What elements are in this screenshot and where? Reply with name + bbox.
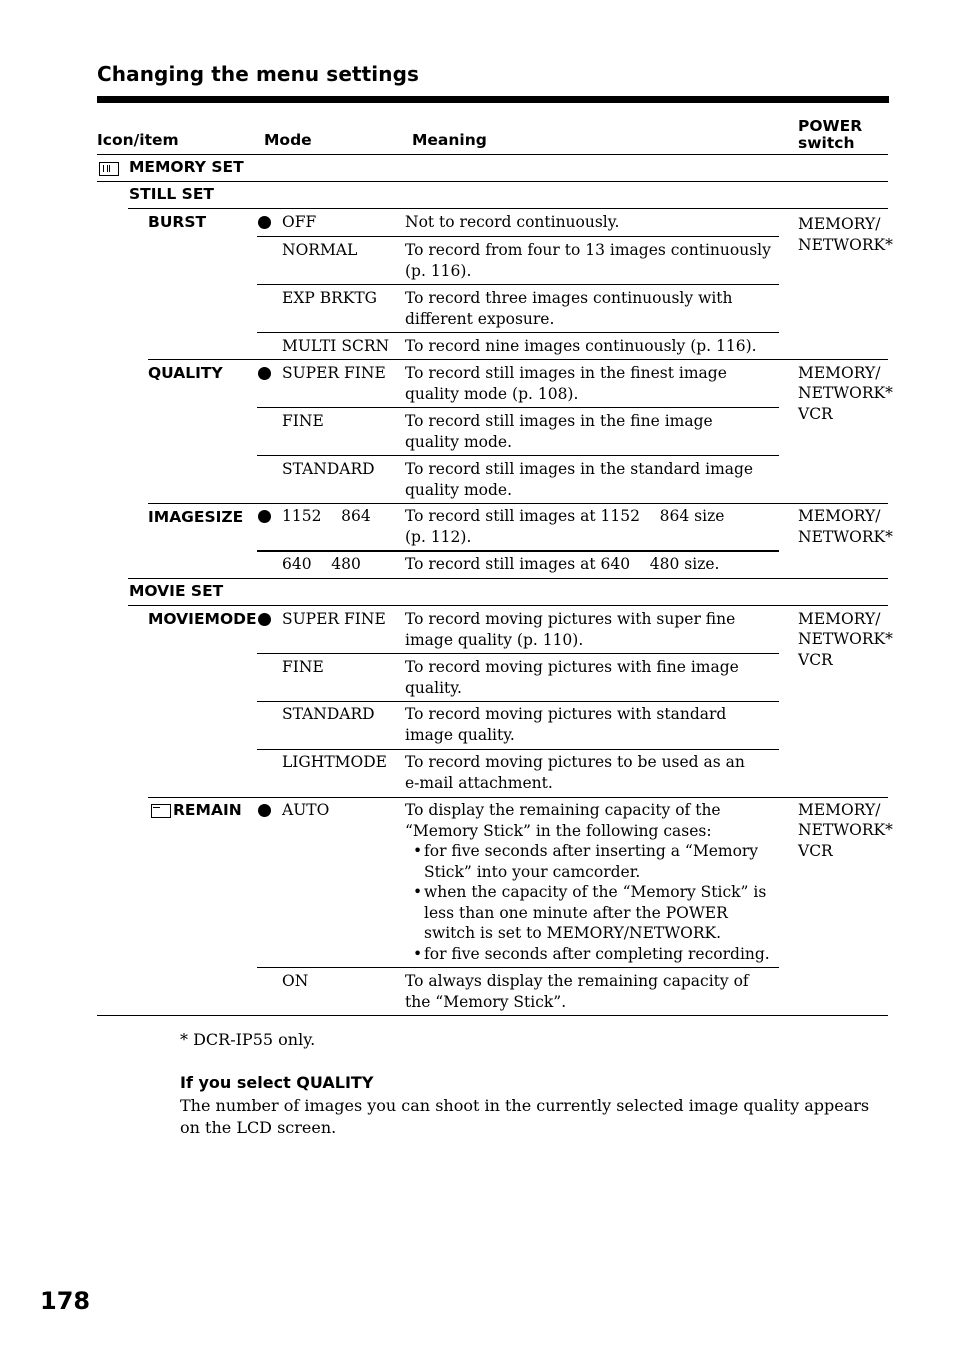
remain-power-3: VCR xyxy=(798,842,833,860)
burst-label: BURST xyxy=(148,213,207,231)
divider xyxy=(148,797,888,798)
divider xyxy=(128,605,888,606)
header-power: POWER xyxy=(798,117,863,135)
quality-meaning-fine: To record still images in the fine image quality mode. xyxy=(405,412,713,451)
remain-mode-on: ON xyxy=(282,972,309,990)
divider xyxy=(257,550,779,552)
divider xyxy=(257,749,779,750)
default-dot-icon xyxy=(258,613,271,626)
quality-meaning-super-fine: To record still images in the finest image quality mode (p. 108). xyxy=(405,364,727,403)
note-body: The number of images you can shoot in the currently selected image quality appears on the LCD screen. xyxy=(180,1096,870,1137)
moviemode-meaning-standard: To record moving pictures with standard image quality. xyxy=(405,705,727,744)
moviemode-mode-fine: FINE xyxy=(282,658,324,676)
divider xyxy=(257,332,779,333)
quality-meaning-standard: To record still images in the standard image quality mode. xyxy=(405,460,754,499)
burst-mode-exp-brktg: EXP BRKTG xyxy=(282,289,378,307)
default-dot-icon xyxy=(258,216,271,229)
header-meaning: Meaning xyxy=(412,131,487,149)
divider xyxy=(257,407,779,408)
moviemode-mode-standard: STANDARD xyxy=(282,705,375,723)
moviemode-mode-lightmode: LIGHTMODE xyxy=(282,753,387,771)
remain-power-2: NETWORK* xyxy=(798,821,893,839)
moviemode-power-3: VCR xyxy=(798,651,833,669)
burst-mode-normal: NORMAL xyxy=(282,241,358,259)
quality-power-3: VCR xyxy=(798,405,833,423)
quality-mode-fine: FINE xyxy=(282,412,324,430)
quality-power-2: NETWORK* xyxy=(798,384,893,402)
header-mode: Mode xyxy=(264,131,312,149)
divider xyxy=(128,578,888,579)
list-item: • when the capacity of the “Memory Stick” is less than one minute after the POWER switch is set to MEMORY/NETWORK. xyxy=(405,882,780,944)
moviemode-meaning-super-fine: To record moving pictures with super fine image quality (p. 110). xyxy=(405,610,736,649)
burst-meaning-multi-scrn: To record nine images continuously (p. 116). xyxy=(405,337,757,355)
remain-label: REMAIN xyxy=(173,801,242,819)
burst-meaning-normal: To record from four to 13 images continuously (p. 116). xyxy=(405,241,771,280)
remain-mode-auto: AUTO xyxy=(282,801,330,819)
divider xyxy=(148,503,888,504)
imagesize-power-1: MEMORY/ xyxy=(798,507,881,525)
remain-icon xyxy=(151,804,171,818)
remain-meaning-auto-intro: To display the remaining capacity of the “Memory Stick” in the following cases: xyxy=(405,801,721,840)
remain-meaning-on: To always display the remaining capacity of the “Memory Stick”. xyxy=(405,972,749,1011)
burst-power-2: NETWORK* xyxy=(798,236,893,254)
imagesize-mode-640: 640 480 xyxy=(282,555,361,573)
quality-mode-super-fine: SUPER FINE xyxy=(282,364,386,382)
quality-mode-standard: STANDARD xyxy=(282,460,375,478)
page-title: Changing the menu settings xyxy=(97,62,420,86)
memory-stick-icon xyxy=(99,162,119,176)
header-switch: switch xyxy=(798,134,855,152)
divider xyxy=(148,359,888,360)
burst-power-1: MEMORY/ xyxy=(798,215,881,233)
divider xyxy=(257,236,779,237)
default-dot-icon xyxy=(258,367,271,380)
moviemode-power-1: MEMORY/ xyxy=(798,610,881,628)
imagesize-meaning-1152-line1: To record still images at 1152 864 size xyxy=(405,507,725,525)
memory-set-label: MEMORY SET xyxy=(129,158,244,176)
movie-set-label: MOVIE SET xyxy=(129,582,224,600)
imagesize-meaning-1152-line2: (p. 112). xyxy=(405,528,472,546)
moviemode-label: MOVIEMODE xyxy=(148,610,257,628)
quality-power-1: MEMORY/ xyxy=(798,364,881,382)
table-bottom-rule xyxy=(97,1015,888,1016)
divider xyxy=(97,181,888,182)
imagesize-power-2: NETWORK* xyxy=(798,528,893,546)
remain-power-1: MEMORY/ xyxy=(798,801,881,819)
moviemode-meaning-lightmode: To record moving pictures to be used as an e-mail attachment. xyxy=(405,753,745,792)
list-item: • for five seconds after inserting a “Memory Stick” into your camcorder. xyxy=(405,841,780,882)
note-title: If you select QUALITY xyxy=(180,1073,374,1092)
quality-label: QUALITY xyxy=(148,364,223,382)
footnote: * DCR-IP55 only. xyxy=(180,1030,316,1049)
moviemode-meaning-fine: To record moving pictures with fine image quality. xyxy=(405,658,739,697)
imagesize-mode-1152: 1152 864 xyxy=(282,507,371,525)
remain-auto-cases-list xyxy=(405,841,780,964)
burst-meaning-off: Not to record continuously. xyxy=(405,213,620,231)
burst-mode-multi-scrn: MULTI SCRN xyxy=(282,337,390,355)
divider xyxy=(257,701,779,702)
page-number: 178 xyxy=(40,1287,91,1315)
default-dot-icon xyxy=(258,510,271,523)
divider xyxy=(257,284,779,285)
burst-mode-off: OFF xyxy=(282,213,317,231)
imagesize-label: IMAGESIZE xyxy=(148,508,244,526)
still-set-label: STILL SET xyxy=(129,185,214,203)
imagesize-meaning-640: To record still images at 640 480 size. xyxy=(405,555,720,573)
divider xyxy=(257,653,779,654)
moviemode-power-2: NETWORK* xyxy=(798,630,893,648)
divider xyxy=(257,455,779,456)
header-rule xyxy=(97,154,888,155)
list-item: • for five seconds after completing recording. xyxy=(405,944,780,965)
header-icon-item: Icon/item xyxy=(97,131,179,149)
default-dot-icon xyxy=(258,804,271,817)
divider xyxy=(257,967,779,968)
moviemode-mode-super-fine: SUPER FINE xyxy=(282,610,386,628)
burst-meaning-exp-brktg: To record three images continuously with different exposure. xyxy=(405,289,733,328)
divider xyxy=(128,208,888,209)
title-rule xyxy=(97,96,889,103)
